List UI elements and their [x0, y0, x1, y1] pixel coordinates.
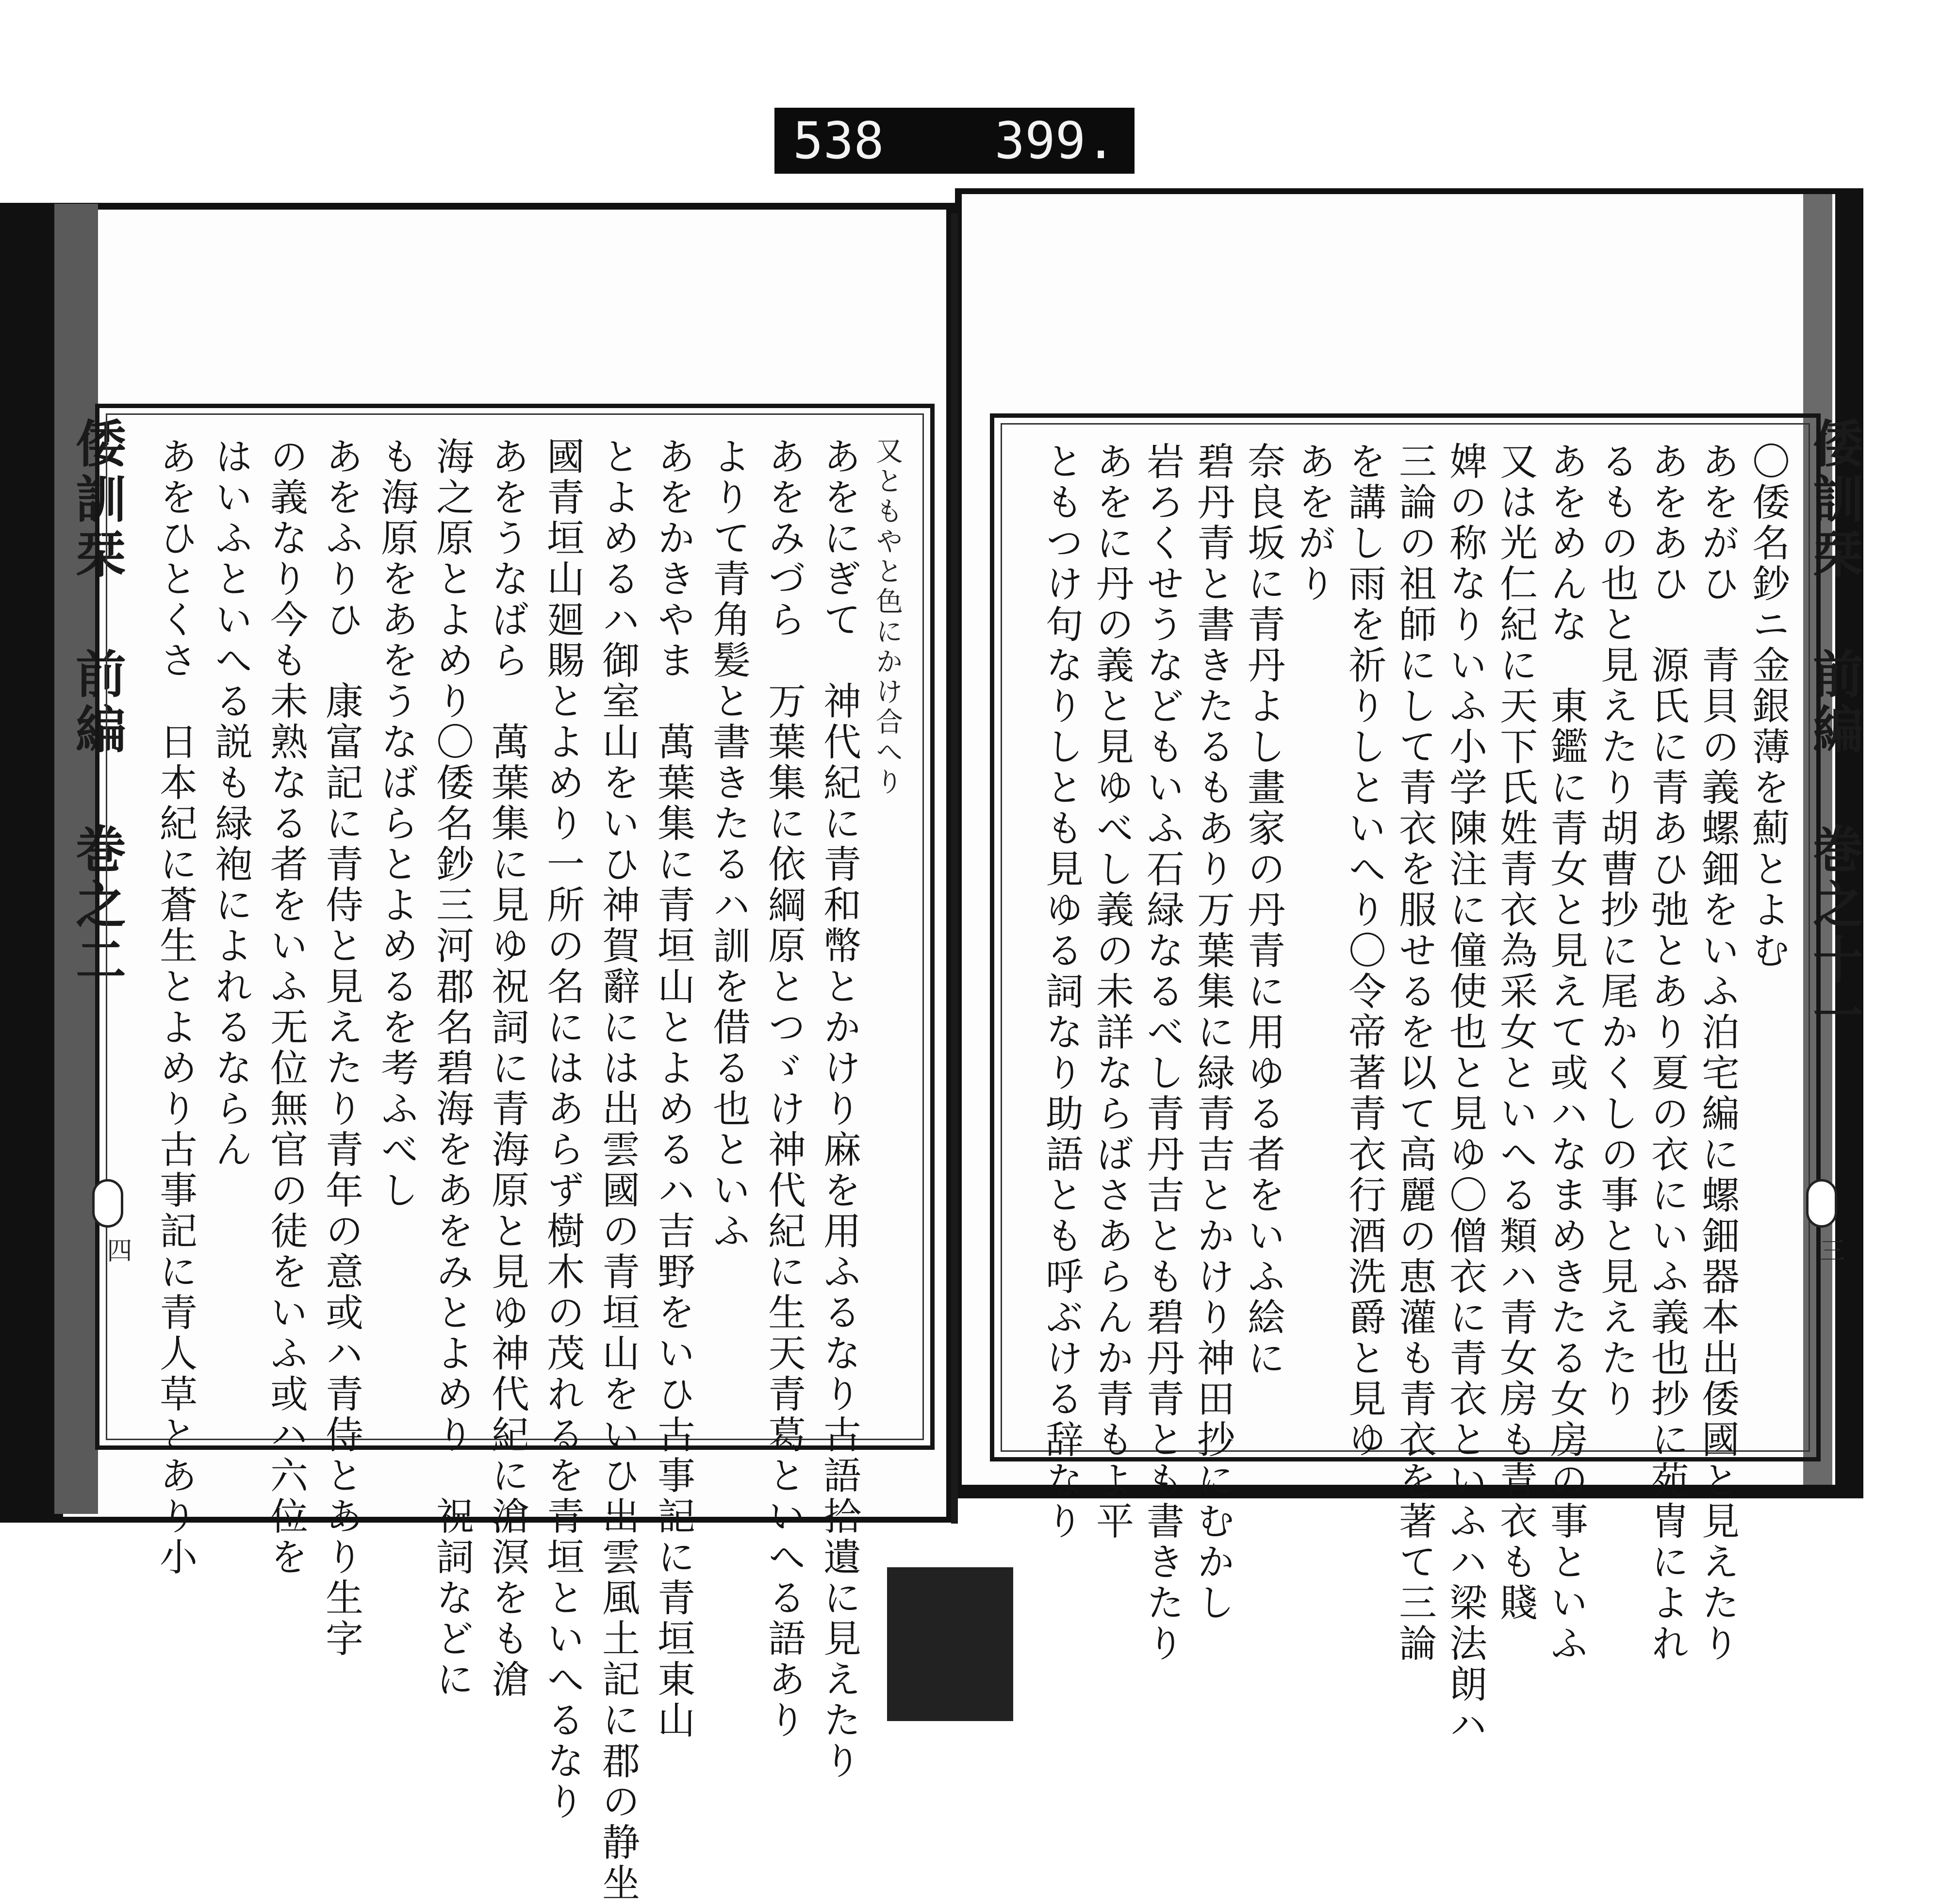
left-col-12: の義なり今も未熟なる者をいふ无位無官の徒をいふ或ハ六位を: [264, 437, 308, 1578]
right-col-14: あをに丹の義と見ゆべし義の未詳ならばさあらんか青もよ平: [1090, 442, 1134, 1542]
left-col-1: 又ともやと色にかけ合へり: [872, 437, 903, 798]
spine-gutter: [951, 213, 958, 1524]
left-col-6: とよめるハ御室山をいひ神賀辭には出雲國の青垣山をいひ出雲風土記に郡の静坐: [596, 437, 640, 1904]
right-col-7: 婢の称なりいふ小学陳注に僮使也と見ゆ〇僧衣に青衣といふハ梁法朗ハ: [1443, 442, 1487, 1746]
left-col-3: あをみづら 万葉集に依綱原とつゞけ神代紀に生天青葛といへる語あり: [762, 437, 806, 1741]
right-col-1: 〇倭名鈔ニ金銀薄を薊とよむ: [1746, 442, 1790, 971]
catalog-number-right: 399.: [994, 111, 1116, 170]
right-col-10: あをがり: [1292, 442, 1335, 605]
right-col-9: を講し雨を祈りしといへり〇令帝著青衣行酒洗爵と見ゆ: [1342, 442, 1386, 1461]
right-col-11: 奈良坂に青丹よし畫家の丹青に用ゆる者をいふ絵に: [1241, 442, 1285, 1379]
left-folio-tab: [92, 1179, 123, 1228]
catalog-number-left: 538: [793, 111, 884, 170]
left-col-9: 海之原とよめり〇倭名鈔三河郡名碧海をあをみとよめり 祝詞などに: [430, 437, 474, 1700]
right-col-12: 碧丹青と書きたるもあり万葉集に緑青吉とかけり神田抄にむかし: [1191, 442, 1234, 1624]
right-margin-title: 倭訓栞 前編 巻之十一: [1804, 417, 1864, 1044]
lower-binding-shadow: [887, 1567, 1013, 1721]
left-col-4: よりて青角髪と書きたるハ訓を借る也といふ: [707, 437, 750, 1252]
left-col-5: あをかきやま 萬葉集に青垣山とよめるハ吉野をいひ古事記に青垣東山: [651, 437, 695, 1741]
right-folio-number: 三: [1815, 1237, 1844, 1263]
left-col-11: あをふりひ 康富記に青侍と見えたり青年の意或ハ青侍とあり生字: [319, 437, 363, 1659]
right-col-2: あをがひ 青貝の義螺鈿をいふ泊宅編に螺鈿器本出倭國と見えたり: [1695, 442, 1739, 1664]
right-col-13: 岩ろくせうなどもいふ石緑なるべし青丹吉とも碧丹青とも書きたり: [1140, 442, 1184, 1664]
left-folio-number: 四: [102, 1237, 132, 1263]
right-col-3: あをあひ 源氏に青あひ弛とあり夏の衣にいふ義也抄に苑冑によれ: [1645, 442, 1689, 1664]
right-col-5: あをめんな 東鑑に青女と見えて或ハなまめきたる女房の事といふ: [1544, 442, 1588, 1664]
left-col-14: あをひとくさ 日本紀に蒼生とよめり古事記に青人草とあり小: [153, 437, 197, 1578]
left-col-13: はいふといへる説も緑袍によれるならん: [209, 437, 252, 1170]
right-col-15: ともつけ句なりしとも見ゆる詞なり助語とも呼ぶける辞なり: [1039, 442, 1083, 1542]
left-col-8: あをうなばら 萬葉集に見ゆ祝詞に青海原と見ゆ神代紀に滄溟をも滄: [485, 437, 529, 1700]
catalog-tag: [774, 108, 1135, 174]
right-col-8: 三論の祖師にして青衣を服せるを以て高麗の恵灌も青衣を著て三論: [1393, 442, 1436, 1664]
left-col-2: あをにぎて 神代紀に青和幣とかけり麻を用ふるなり古語拾遺に見えたり: [817, 437, 861, 1782]
left-col-7: 國青垣山廻賜とよめり一所の名にはあらず樹木の茂れるを青垣といへるなり: [541, 437, 584, 1822]
right-col-4: るもの也と見えたり胡曹抄に尾かくしの事と見えたり: [1595, 442, 1638, 1420]
right-folio-tab: [1806, 1179, 1837, 1228]
right-col-6: 又は光仁紀に天下氏姓青衣為采女といへる類ハ青女房も青衣も賤: [1494, 442, 1537, 1624]
left-col-10: も海原をあをうなばらとよめるを考ふべし: [375, 437, 418, 1211]
left-margin-title: 倭訓栞 前編 巻之二: [67, 417, 127, 989]
